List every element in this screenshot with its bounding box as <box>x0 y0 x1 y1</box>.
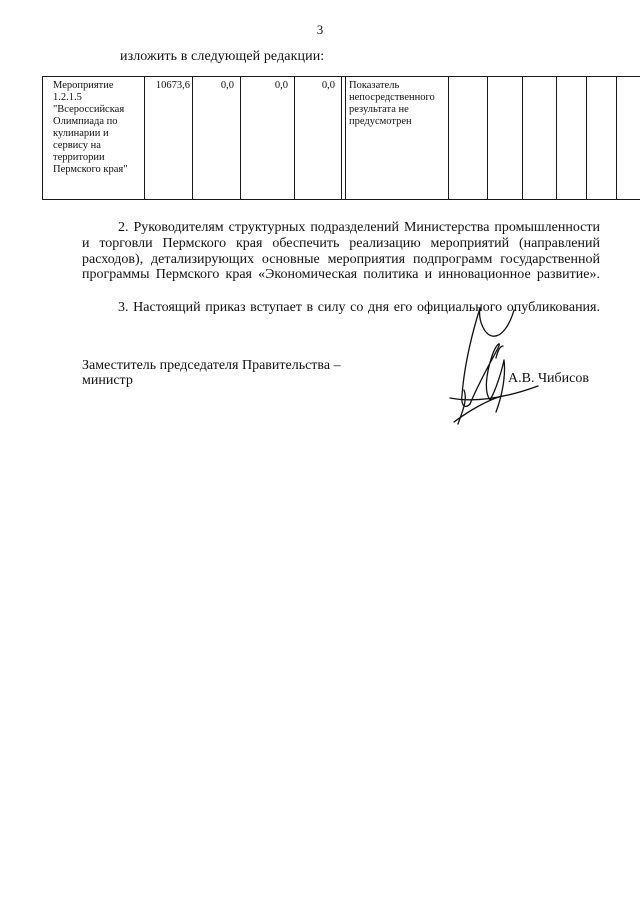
value-cell: 0,0 <box>193 77 241 200</box>
measure-name-line: 1.2.1.5 <box>53 92 82 103</box>
signatory-name: А.В. Чибисов <box>508 371 589 386</box>
empty-cell <box>557 77 587 200</box>
indicator-line: предусмотрен <box>349 116 412 127</box>
signatory-role-line: Заместитель председателя Правительства – <box>82 358 341 373</box>
measure-name-line: кулинарии и <box>53 128 109 139</box>
signatory-role <box>82 358 341 388</box>
measure-name-cell <box>43 77 145 200</box>
empty-cell <box>523 77 557 200</box>
measures-table <box>42 76 640 200</box>
signatory-role-line: министр <box>82 373 133 388</box>
measure-name-line: Мероприятие <box>53 80 114 91</box>
empty-cell <box>449 77 488 200</box>
paragraph-2-block <box>82 220 600 299</box>
indicator-line: Показатель <box>349 80 400 91</box>
paragraph-2: 2. Руководителям структурных подразделений Министерства промышленности и торговли Пермского края обеспечить реализацию мероприятий (направлений расходов), детализирующих основные мероприятия подпрограмм государственной программы Пермского края «Экономическая политика и инновационное развитие». <box>82 220 600 283</box>
indicator-line: результата не <box>349 104 409 115</box>
empty-cell <box>587 77 617 200</box>
measure-name-line: территории <box>53 152 105 163</box>
measure-name-line: Пермского края" <box>53 164 128 175</box>
value-cell: 10673,6 <box>145 77 193 200</box>
value-cell: 0,0 <box>241 77 295 200</box>
measure-name-line: сервису на <box>53 140 101 151</box>
intro-line: изложить в следующей редакции: <box>120 49 325 64</box>
indicator-line: непосредственного <box>349 92 435 103</box>
empty-cell <box>488 77 523 200</box>
measure-name-line: Олимпиада по <box>53 116 118 127</box>
table-row <box>43 77 640 200</box>
indicator-cell <box>346 77 449 200</box>
measure-name-line: "Всероссийская <box>53 104 125 115</box>
page-number: 3 <box>316 22 324 37</box>
handwritten-signature-icon <box>440 300 550 430</box>
value-cell: 0,0 <box>295 77 342 200</box>
empty-cell <box>617 77 640 200</box>
paragraph-3: 3. Настоящий приказ вступает в силу со дня его официального опубликования. <box>118 300 600 315</box>
